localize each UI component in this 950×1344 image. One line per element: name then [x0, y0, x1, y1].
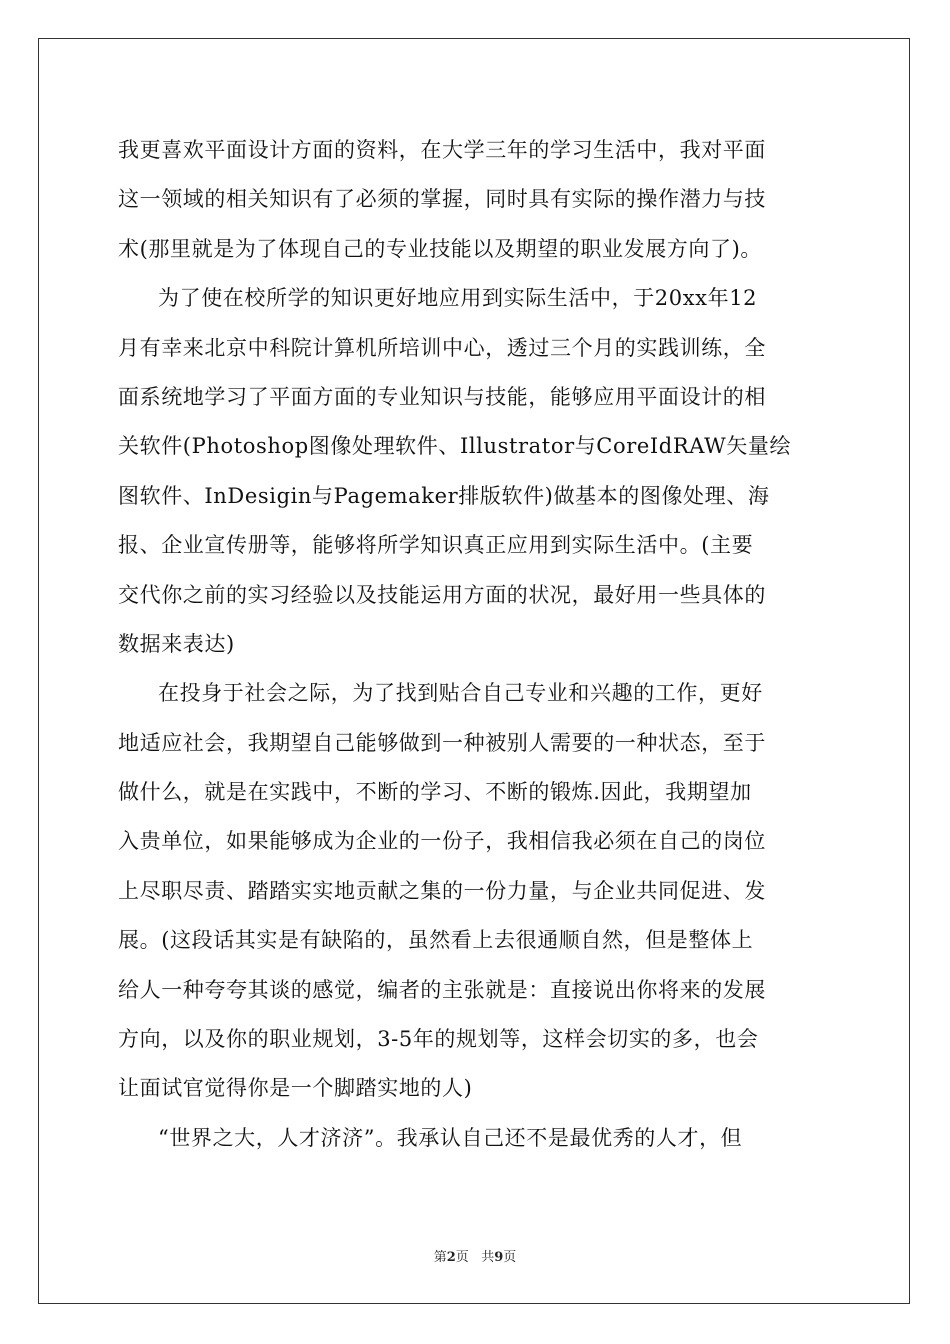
total-page-number: 9: [494, 1250, 504, 1265]
text-line: 做什么，就是在实践中，不断的学习、不断的锻炼.因此，我期望加: [118, 780, 752, 805]
text-line: 面系统地学习了平面方面的专业知识与技能，能够应用平面设计的相: [118, 384, 766, 409]
text-line: 月有幸来北京中科院计算机所培训中心，透过三个月的实践训练，全: [118, 335, 766, 360]
text-line: 报、企业宣传册等，能够将所学知识真正应用到实际生活中。(主要: [118, 533, 754, 558]
paragraph-start-line: “世界之大，人才济济”。我承认自己还不是最优秀的人才，但: [158, 1125, 743, 1150]
text-line: 术(那里就是为了体现自己的专业技能以及期望的职业发展方向了)。: [118, 236, 762, 261]
text-line: 方向，以及你的职业规划，3-5年的规划等，这样会切实的多，也会: [118, 1027, 759, 1052]
text-line: 关软件(Photoshop图像处理软件、Illustrator与CoreIdRAW矢量绘: [118, 434, 792, 459]
document-body: [118, 126, 834, 1163]
footer-prefix: 第: [433, 1250, 447, 1265]
text-line: 图软件、InDesigin与Pagemaker排版软件)做基本的图像处理、海: [118, 483, 770, 508]
footer-page-suffix: 页: [455, 1250, 469, 1265]
text-line: 地适应社会，我期望自己能够做到一种被别人需要的一种状态，至于: [118, 730, 766, 755]
footer-total-prefix: 共: [481, 1250, 495, 1265]
current-page-number: 2: [446, 1250, 456, 1265]
text-line: 交代你之前的实习经验以及技能运用方面的状况，最好用一些具体的: [118, 582, 766, 607]
text-line: 入贵单位，如果能够成为企业的一份子，我相信我必须在自己的岗位: [118, 829, 766, 854]
text-line: 数据来表达): [118, 631, 235, 656]
paragraph-start-line: 为了使在校所学的知识更好地应用到实际生活中，于20xx年12: [158, 286, 758, 311]
text-line: 我更喜欢平面设计方面的资料，在大学三年的学习生活中，我对平面: [118, 138, 766, 162]
page-footer: [0, 1246, 950, 1265]
text-line: 这一领域的相关知识有了必须的掌握，同时具有实际的操作潜力与技: [118, 187, 766, 212]
paragraph-start-line: 在投身于社会之际，为了找到贴合自己专业和兴趣的工作，更好: [158, 681, 763, 706]
footer-total-suffix: 页: [503, 1250, 517, 1265]
text-line: 给人一种夸夸其谈的感觉，编者的主张就是：直接说出你将来的发展: [118, 977, 766, 1002]
text-line: 展。(这段话其实是有缺陷的，虽然看上去很通顺自然，但是整体上: [118, 928, 754, 953]
text-line: 让面试官觉得你是一个脚踏实地的人): [118, 1076, 473, 1101]
text-line: 上尽职尽责、踏踏实实地贡献之集的一份力量，与企业共同促进、发: [118, 878, 766, 903]
